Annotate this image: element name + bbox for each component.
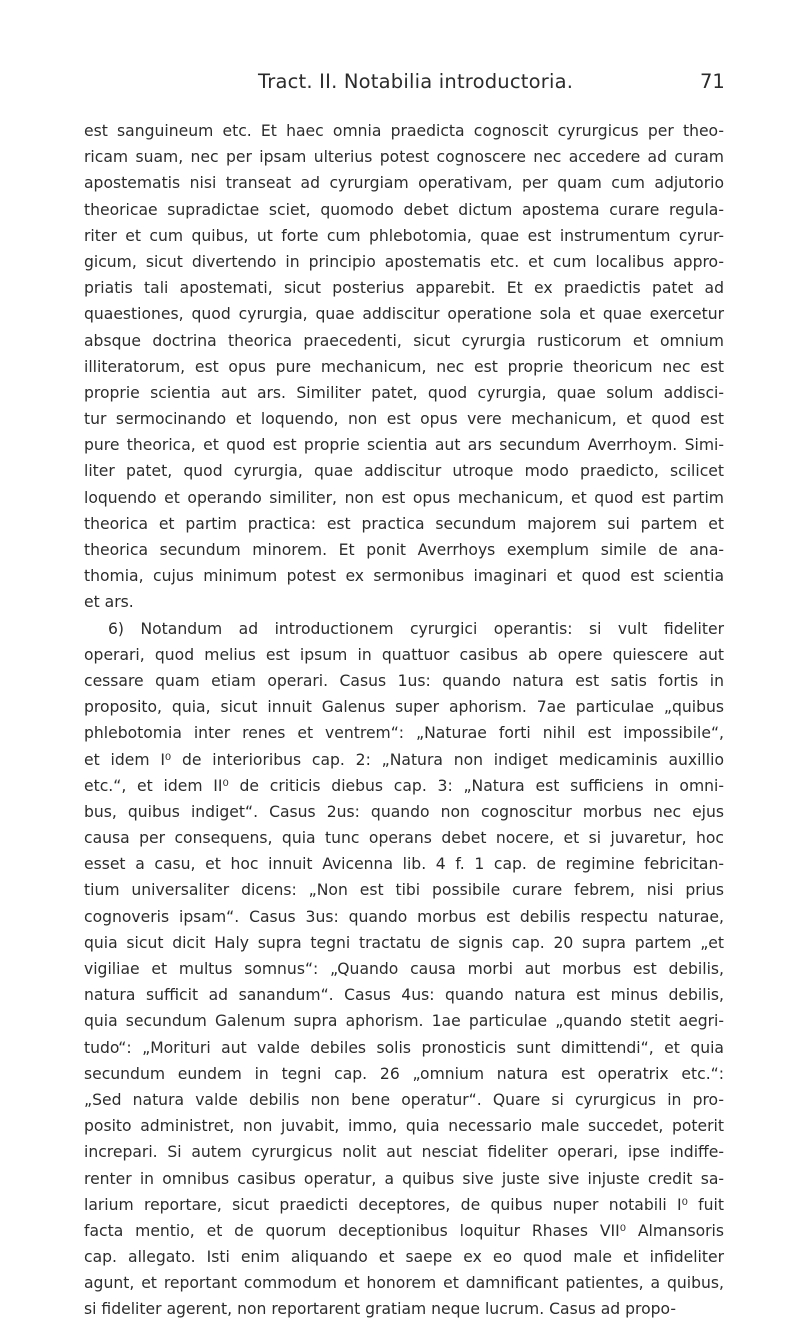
text-line: theorica et partim practica: est practica secundum majorem sui partem et <box>84 514 724 533</box>
text-line: cap. allegato. Isti enim aliquando et saepe ex eo quod male et infideliter <box>84 1248 724 1267</box>
text-line: „Sed natura valde debilis non bene operatur“. Quare si cyrurgicus in pro- <box>84 1090 724 1109</box>
text-line: esset a casu, et hoc innuit Avicenna lib. 4 f. 1 cap. de regimine febricitan- <box>84 855 724 874</box>
text-line: priatis tali apostemati, sicut posterius apparebit. Et ex praedictis patet ad <box>84 279 724 298</box>
text-line: agunt, et reportant commodum et honorem et damnificant patientes, a quibus, <box>84 1274 724 1293</box>
text-line: illiteratorum, est opus pure mechanicum, nec est proprie theoricum nec est <box>84 357 724 376</box>
text-line: facta mentio, et de quorum deceptionibus loquitur Rhases VII⁰ Almansoris <box>84 1221 724 1240</box>
text-line: quia sicut dicit Haly supra tegni tractatu de signis cap. 20 supra partem „et <box>84 933 724 952</box>
text-line: larium reportare, sicut praedicti deceptores, de quibus nuper notabili I⁰ fuit <box>84 1195 724 1214</box>
text-line: pure theorica, et quod est proprie scientia aut ars secundum Averrhoym. Simi- <box>84 436 724 455</box>
text-line: tium universaliter dicens: „Non est tibi possibile curare febrem, nisi prius <box>84 881 724 900</box>
text-line: si fideliter agerent, non reportarent gratiam neque lucrum. Casus ad propo- <box>84 1300 676 1319</box>
text-line: secundum eundem in tegni cap. 26 „omnium natura est operatrix etc.“: <box>84 1064 724 1083</box>
text-line: et idem I⁰ de interioribus cap. 2: „Natura non indiget medicaminis auxillio <box>84 750 724 769</box>
text-line: proprie scientia aut ars. Similiter patet, quod cyrurgia, quae solum addisci- <box>84 383 724 402</box>
text-line: apostematis nisi transeat ad cyrurgiam operativam, per quam cum adjutorio <box>84 174 724 193</box>
text-line: tudo“: „Morituri aut valde debiles solis pronosticis sunt dimittendi“, et quia <box>84 1038 724 1057</box>
paragraph <box>84 616 724 1323</box>
text-line: etc.“, et idem II⁰ de criticis diebus cap. 3: „Natura est sufficiens in omni- <box>84 776 724 795</box>
text-line: posito administret, non juvabit, immo, quia necessario male succedet, poterit <box>84 1117 724 1136</box>
text-line: 6) Notandum ad introductionem cyrurgici operantis: si vult fideliter <box>108 619 724 638</box>
text-line: vigiliae et multus somnus“: „Quando causa morbi aut morbus est debilis, <box>84 960 724 978</box>
text-line: proposito, quia, sicut innuit Galenus super aphorism. 7ae particulae „quibus <box>84 698 724 717</box>
text-line: absque doctrina theorica praecedenti, sicut cyrurgia rusticorum et omnium <box>84 331 724 350</box>
text-line: increpari. Si autem cyrurgicus nolit aut nesciat fideliter operari, ipse indiffe- <box>84 1143 724 1162</box>
text-line: natura sufficit ad sanandum“. Casus 4us: quando natura est minus debilis, <box>84 986 724 1005</box>
text-line: et ars. <box>84 593 134 612</box>
text-line: tur sermocinando et loquendo, non est opus vere mechanicum, et quod est <box>84 410 724 429</box>
text-line: liter patet, quod cyrurgia, quae addiscitur utroque modo praedicto, scilicet <box>84 462 724 481</box>
text-line: renter in omnibus casibus operatur, a quibus sive juste sive injuste credit sa- <box>84 1169 724 1188</box>
text-line: theorica secundum minorem. Et ponit Averrhoys exemplum simile de ana- <box>84 541 724 559</box>
text-line: bus, quibus indiget“. Casus 2us: quando non cognoscitur morbus nec ejus <box>84 802 724 821</box>
text-line: gicum, sicut divertendo in principio apostematis etc. et cum localibus appro- <box>84 252 724 271</box>
running-title: Tract. II. Notabilia introductoria. <box>258 70 574 93</box>
text-line: quia secundum Galenum supra aphorism. 1ae particulae „quando stetit aegri- <box>84 1012 724 1031</box>
text-line: cognoveris ipsam“. Casus 3us: quando morbus est debilis respectu naturae, <box>84 907 724 926</box>
text-line: ricam suam, nec per ipsam ulterius potest cognoscere nec accedere ad curam <box>84 148 724 167</box>
text-line: est sanguineum etc. Et haec omnia praedicta cognoscit cyrurgicus per theo- <box>84 122 724 140</box>
text-line: quaestiones, quod cyrurgia, quae addiscitur operatione sola et quae exercetur <box>84 305 724 324</box>
page-number: 71 <box>700 70 725 93</box>
text-line: riter et cum quibus, ut forte cum phlebotomia, quae est instrumentum cyrur- <box>84 226 724 245</box>
text-line: operari, quod melius est ipsum in quattuor casibus ab opere quiescere aut <box>84 645 724 664</box>
text-line: phlebotomia inter renes et ventrem“: „Naturae forti nihil est impossibile“, <box>84 724 724 743</box>
text-line: causa per consequens, quia tunc operans debet nocere, et si juvaretur, hoc <box>84 829 724 848</box>
text-line: loquendo et operando similiter, non est opus mechanicum, et quod est partim <box>84 488 724 507</box>
text-line: theoricae supradictae sciet, quomodo debet dictum apostema curare regula- <box>84 200 724 219</box>
page-header <box>0 70 800 100</box>
body-text <box>84 118 724 1323</box>
paragraph <box>84 118 724 616</box>
text-line: cessare quam etiam operari. Casus 1us: quando natura est satis fortis in <box>84 671 724 690</box>
text-line: thomia, cujus minimum potest ex sermonibus imaginari et quod est scientia <box>84 567 724 586</box>
